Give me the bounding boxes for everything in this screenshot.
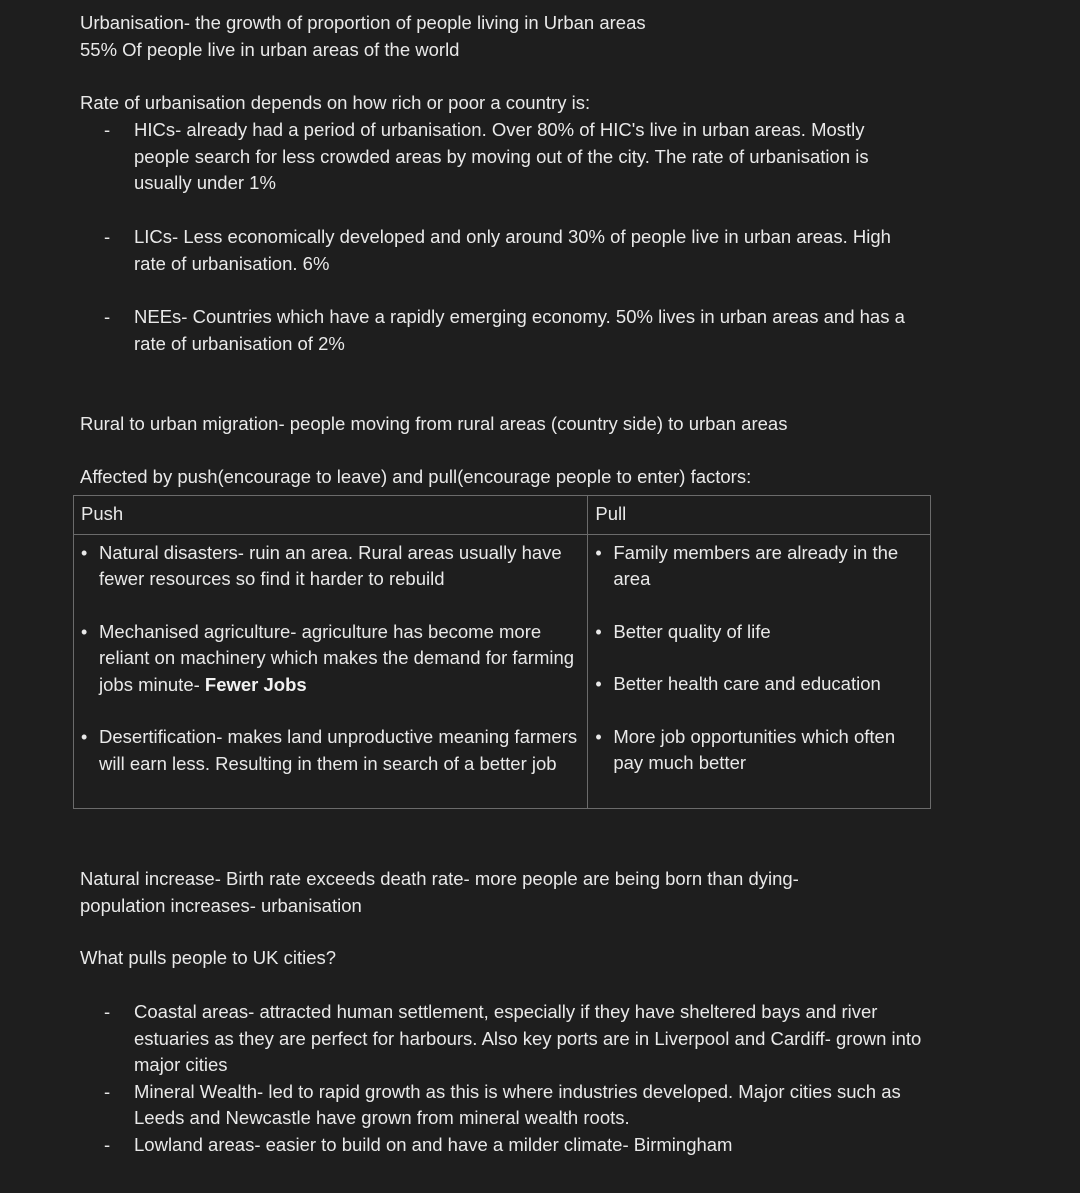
fewer-jobs-bold: Fewer Jobs: [204, 673, 307, 695]
uk-pull-list: [80, 999, 924, 1158]
push-item-mechanised-agriculture: • Mechanised agriculture- agriculture has become more reliant on machinery which makes the demand for farming jobs minute- Fewer Jobs: [80, 619, 581, 699]
push-item-natural-disasters: • Natural disasters- ruin an area. Rural areas usually have fewer resources so find it harder to rebuild: [80, 540, 581, 593]
pull-item-quality-of-life: • Better quality of life: [594, 619, 924, 646]
rates-list-nees: [80, 304, 924, 357]
rates-list: [80, 117, 924, 197]
table-row: [74, 534, 931, 808]
uk-item-mineral: - Mineral Wealth- led to rapid growth as this is where industries developed. Major cities such as Leeds and Newcastle have grown from mineral wealth roots.: [80, 1079, 924, 1132]
intro-statistic: 55% Of people live in urban areas of the world: [80, 38, 460, 60]
rate-item-nees: - NEEs- Countries which have a rapidly emerging economy. 50% lives in urban areas and has a rate of urbanisation of 2%: [80, 304, 924, 357]
uk-item-lowland: - Lowland areas- easier to build on and have a milder climate- Birmingham: [80, 1132, 924, 1159]
intro-definition: Urbanisation- the growth of proportion of people living in Urban areas: [80, 12, 646, 33]
uk-item-coastal: - Coastal areas- attracted human settlement, especially if they have sheltered bays and river estuaries as they are perfect for harbours. Also key ports are in Liverpool and Cardiff- grown into major cities: [80, 999, 924, 1079]
push-pull-table: [73, 495, 931, 809]
pull-item-health-education: • Better health care and education: [594, 671, 924, 698]
rates-heading: Rate of urbanisation depends on how rich or poor a country is:: [80, 92, 591, 113]
natural-increase: Natural increase- Birth rate exceeds death rate- more people are being born than dying-population increases- urbanisation: [80, 868, 799, 916]
push-item-desertification: • Desertification- makes land unproductive meaning farmers will earn less. Resulting in them in search of a better job: [80, 724, 581, 777]
rates-list-lics: [80, 224, 924, 277]
table-header-row: [74, 496, 931, 535]
pull-item-jobs: • More job opportunities which often pay much better: [594, 724, 924, 777]
rate-item-hics: - HICs- already had a period of urbanisation. Over 80% of HIC's live in urban areas. Mostly people search for less crowded areas by moving out of the city. The rate of urbanisation is usually under 1%: [80, 117, 924, 197]
rate-item-lics: - LICs- Less economically developed and only around 30% of people live in urban areas. High rate of urbanisation. 6%: [80, 224, 924, 277]
pull-header: Pull: [588, 496, 931, 535]
push-cell-main: [74, 534, 588, 808]
factors-intro: Affected by push(encourage to leave) and pull(encourage people to enter) factors:: [80, 466, 752, 487]
uk-question: What pulls people to UK cities?: [80, 947, 337, 968]
migration-definition: Rural to urban migration- people moving from rural areas (country side) to urban areas: [80, 413, 788, 434]
push-header: Push: [74, 496, 588, 535]
pull-item-family: • Family members are already in the area: [594, 540, 924, 593]
pull-cell-main: [588, 534, 931, 808]
